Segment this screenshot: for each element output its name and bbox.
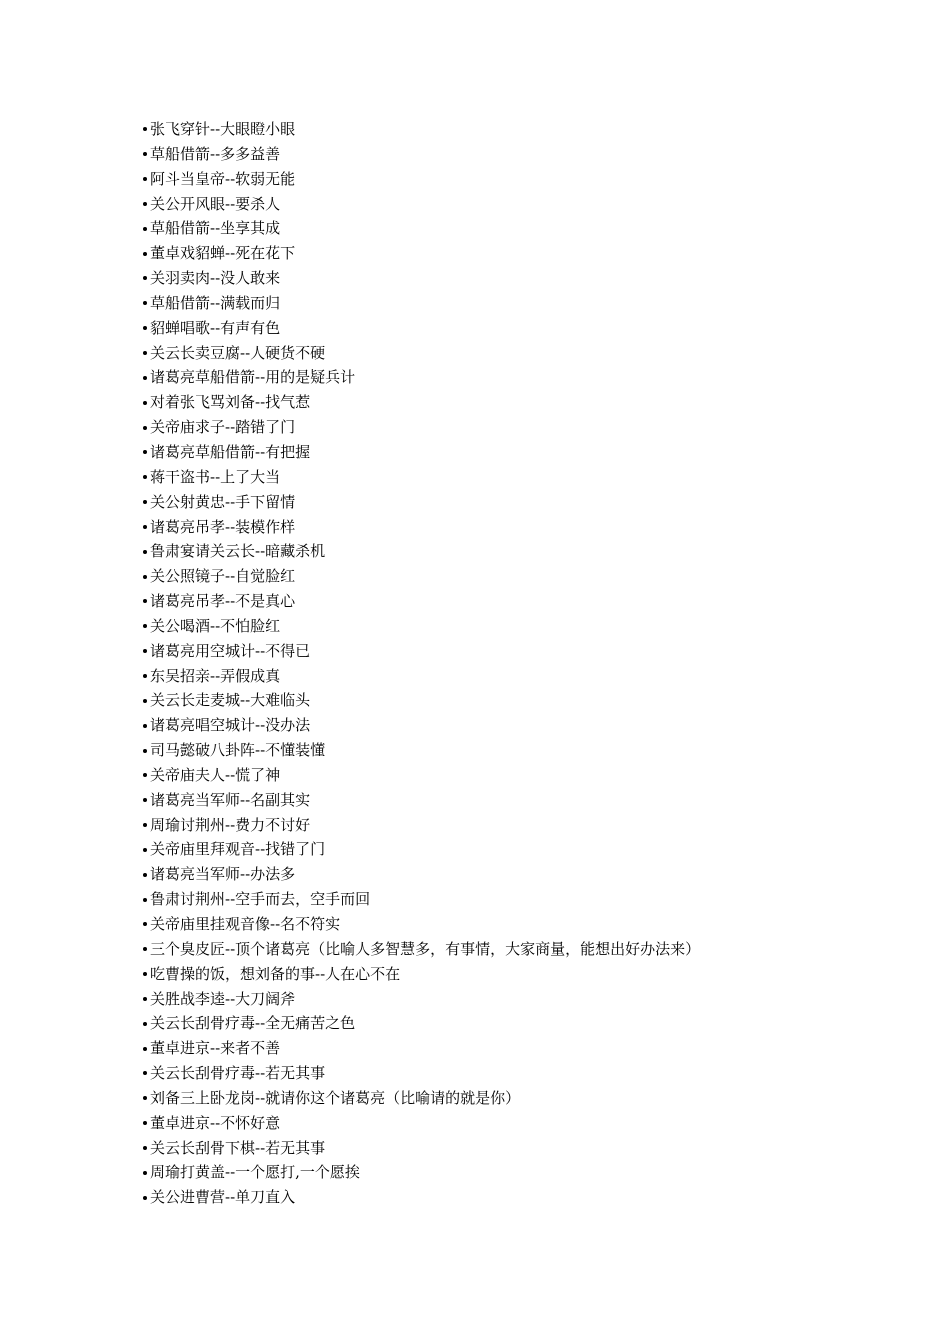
list-item-text: 关帝庙里拜观音--找错了门 xyxy=(150,840,326,859)
list-item xyxy=(143,415,933,440)
bullet-icon xyxy=(143,699,147,703)
list-item xyxy=(143,1036,933,1061)
bullet-icon xyxy=(143,724,147,728)
list-item xyxy=(143,365,933,390)
list-item-text: 关公开风眼--要杀人 xyxy=(150,194,281,213)
list-item-text: 董卓进京--不怀好意 xyxy=(150,1113,281,1132)
list-item-text: 诸葛亮唱空城计--没办法 xyxy=(150,716,311,735)
list-item xyxy=(143,912,933,937)
bullet-icon xyxy=(143,1171,147,1175)
bullet-icon xyxy=(143,922,147,926)
bullet-icon xyxy=(143,450,147,454)
list-item-text: 诸葛亮当军师--办法多 xyxy=(150,865,296,884)
bullet-icon xyxy=(143,1146,147,1150)
bullet-icon xyxy=(143,798,147,802)
bullet-icon xyxy=(143,972,147,976)
list-item-text: 阿斗当皇帝--软弱无能 xyxy=(150,169,296,188)
list-item-text: 司马懿破八卦阵--不懂装懂 xyxy=(150,741,326,760)
bullet-icon xyxy=(143,1196,147,1200)
list-item xyxy=(143,987,933,1012)
list-item-text: 关羽卖肉--没人敢来 xyxy=(150,269,281,288)
bullet-icon xyxy=(143,649,147,653)
list-item xyxy=(143,1086,933,1111)
list-item xyxy=(143,738,933,763)
list-item-text: 关云长刮骨疗毒--全无痛苦之色 xyxy=(150,1014,356,1033)
bullet-icon xyxy=(143,1047,147,1051)
list-item-text: 草船借箭--满载而归 xyxy=(150,293,281,312)
list-item-text: 鲁肃讨荆州--空手而去，空手而回 xyxy=(150,890,371,909)
list-item-text: 诸葛亮吊孝--装模作样 xyxy=(150,517,296,536)
list-item xyxy=(143,539,933,564)
bullet-icon xyxy=(143,898,147,902)
bullet-icon xyxy=(143,599,147,603)
list-item xyxy=(143,664,933,689)
bullet-icon xyxy=(143,749,147,753)
list-item-text: 诸葛亮用空城计--不得已 xyxy=(150,641,311,660)
bullet-icon xyxy=(143,1071,147,1075)
bullet-icon xyxy=(143,351,147,355)
bullet-icon xyxy=(143,301,147,305)
list-item xyxy=(143,813,933,838)
list-item xyxy=(143,167,933,192)
bullet-icon xyxy=(143,127,147,131)
list-item xyxy=(143,763,933,788)
list-item-text: 关云长卖豆腐--人硬货不硬 xyxy=(150,343,326,362)
list-item xyxy=(143,515,933,540)
list-item-text: 鲁肃宴请关云长--暗藏杀机 xyxy=(150,542,326,561)
bullet-icon xyxy=(143,848,147,852)
bullet-icon xyxy=(143,1121,147,1125)
list-item xyxy=(143,241,933,266)
list-item-text: 吃曹操的饭，想刘备的事--人在心不在 xyxy=(150,964,401,983)
list-item xyxy=(143,1160,933,1185)
list-item xyxy=(143,639,933,664)
list-item-text: 诸葛亮吊孝--不是真心 xyxy=(150,592,296,611)
list-item-text: 关公照镜子--自觉脸红 xyxy=(150,567,296,586)
list-item-text: 刘备三上卧龙岗--就请你这个诸葛亮（比喻请的就是你） xyxy=(150,1088,521,1107)
list-item xyxy=(143,316,933,341)
bullet-icon xyxy=(143,525,147,529)
list-item-text: 张飞穿针--大眼瞪小眼 xyxy=(150,120,296,138)
bullet-icon xyxy=(143,823,147,827)
list-item xyxy=(143,837,933,862)
list-item xyxy=(143,341,933,366)
list-item xyxy=(143,192,933,217)
bullet-icon xyxy=(143,227,147,231)
list-item xyxy=(143,1011,933,1036)
list-item xyxy=(143,614,933,639)
list-item xyxy=(143,291,933,316)
xiehouyu-list xyxy=(143,117,933,1210)
list-item-text: 诸葛亮草船借箭--用的是疑兵计 xyxy=(150,368,356,387)
list-item xyxy=(143,788,933,813)
list-item-text: 貂蝉唱歌--有声有色 xyxy=(150,318,281,337)
list-item xyxy=(143,490,933,515)
list-item xyxy=(143,390,933,415)
list-item-text: 关公射黄忠--手下留情 xyxy=(150,492,296,511)
list-item xyxy=(143,1111,933,1136)
list-item xyxy=(143,266,933,291)
bullet-icon xyxy=(143,1096,147,1100)
list-item-text: 董卓进京--来者不善 xyxy=(150,1039,281,1058)
bullet-icon xyxy=(143,997,147,1001)
list-item xyxy=(143,962,933,987)
bullet-icon xyxy=(143,550,147,554)
list-item-text: 关云长走麦城--大难临头 xyxy=(150,691,311,710)
bullet-icon xyxy=(143,177,147,181)
list-item-text: 东吴招亲--弄假成真 xyxy=(150,666,281,685)
list-item xyxy=(143,887,933,912)
list-item-text: 诸葛亮当军师--名副其实 xyxy=(150,790,311,809)
bullet-icon xyxy=(143,674,147,678)
list-item xyxy=(143,1185,933,1210)
list-item-text: 关公喝酒--不怕脸红 xyxy=(150,616,281,635)
list-item xyxy=(143,440,933,465)
bullet-icon xyxy=(143,624,147,628)
bullet-icon xyxy=(143,252,147,256)
bullet-icon xyxy=(143,475,147,479)
list-item-text: 草船借箭--坐享其成 xyxy=(150,219,281,238)
list-item xyxy=(143,564,933,589)
list-item-text: 关云长刮骨疗毒--若无其事 xyxy=(150,1064,326,1083)
list-item xyxy=(143,688,933,713)
bullet-icon xyxy=(143,426,147,430)
list-item-text: 关帝庙求子--踏错了门 xyxy=(150,418,296,437)
list-item xyxy=(143,937,933,962)
list-item-text: 关胜战李逵--大刀阔斧 xyxy=(150,989,296,1008)
bullet-icon xyxy=(143,947,147,951)
list-item-text: 草船借箭--多多益善 xyxy=(150,144,281,163)
bullet-icon xyxy=(143,202,147,206)
bullet-icon xyxy=(143,152,147,156)
bullet-icon xyxy=(143,401,147,405)
list-item xyxy=(143,713,933,738)
list-item-text: 对着张飞骂刘备--找气惹 xyxy=(150,393,311,412)
list-item-text: 董卓戏貂蝉--死在花下 xyxy=(150,244,296,263)
list-item xyxy=(143,862,933,887)
list-item-text: 周瑜讨荆州--费力不讨好 xyxy=(150,815,311,834)
bullet-icon xyxy=(143,376,147,380)
list-item xyxy=(143,1061,933,1086)
list-item-text: 关云长刮骨下棋--若无其事 xyxy=(150,1138,326,1157)
list-item xyxy=(143,117,933,142)
list-item xyxy=(143,589,933,614)
bullet-icon xyxy=(143,575,147,579)
bullet-icon xyxy=(143,500,147,504)
list-item-text: 关帝庙里挂观音像--名不符实 xyxy=(150,915,341,933)
list-item xyxy=(143,142,933,167)
list-item-text: 关公进曹营--单刀直入 xyxy=(150,1188,296,1207)
bullet-icon xyxy=(143,276,147,280)
bullet-icon xyxy=(143,1022,147,1026)
bullet-icon xyxy=(143,873,147,877)
list-item-text: 关帝庙夫人--慌了神 xyxy=(150,765,281,784)
list-item-text: 周瑜打黄盖--一个愿打,一个愿挨 xyxy=(150,1163,360,1182)
list-item xyxy=(143,465,933,490)
list-item xyxy=(143,1136,933,1161)
bullet-icon xyxy=(143,326,147,330)
list-item-text: 蒋干盗书--上了大当 xyxy=(150,467,281,486)
list-item-text: 三个臭皮匠--顶个诸葛亮（比喻人多智慧多，有事情，大家商量，能想出好办法来） xyxy=(150,939,701,958)
bullet-icon xyxy=(143,773,147,777)
list-item-text: 诸葛亮草船借箭--有把握 xyxy=(150,442,311,461)
list-item xyxy=(143,216,933,241)
